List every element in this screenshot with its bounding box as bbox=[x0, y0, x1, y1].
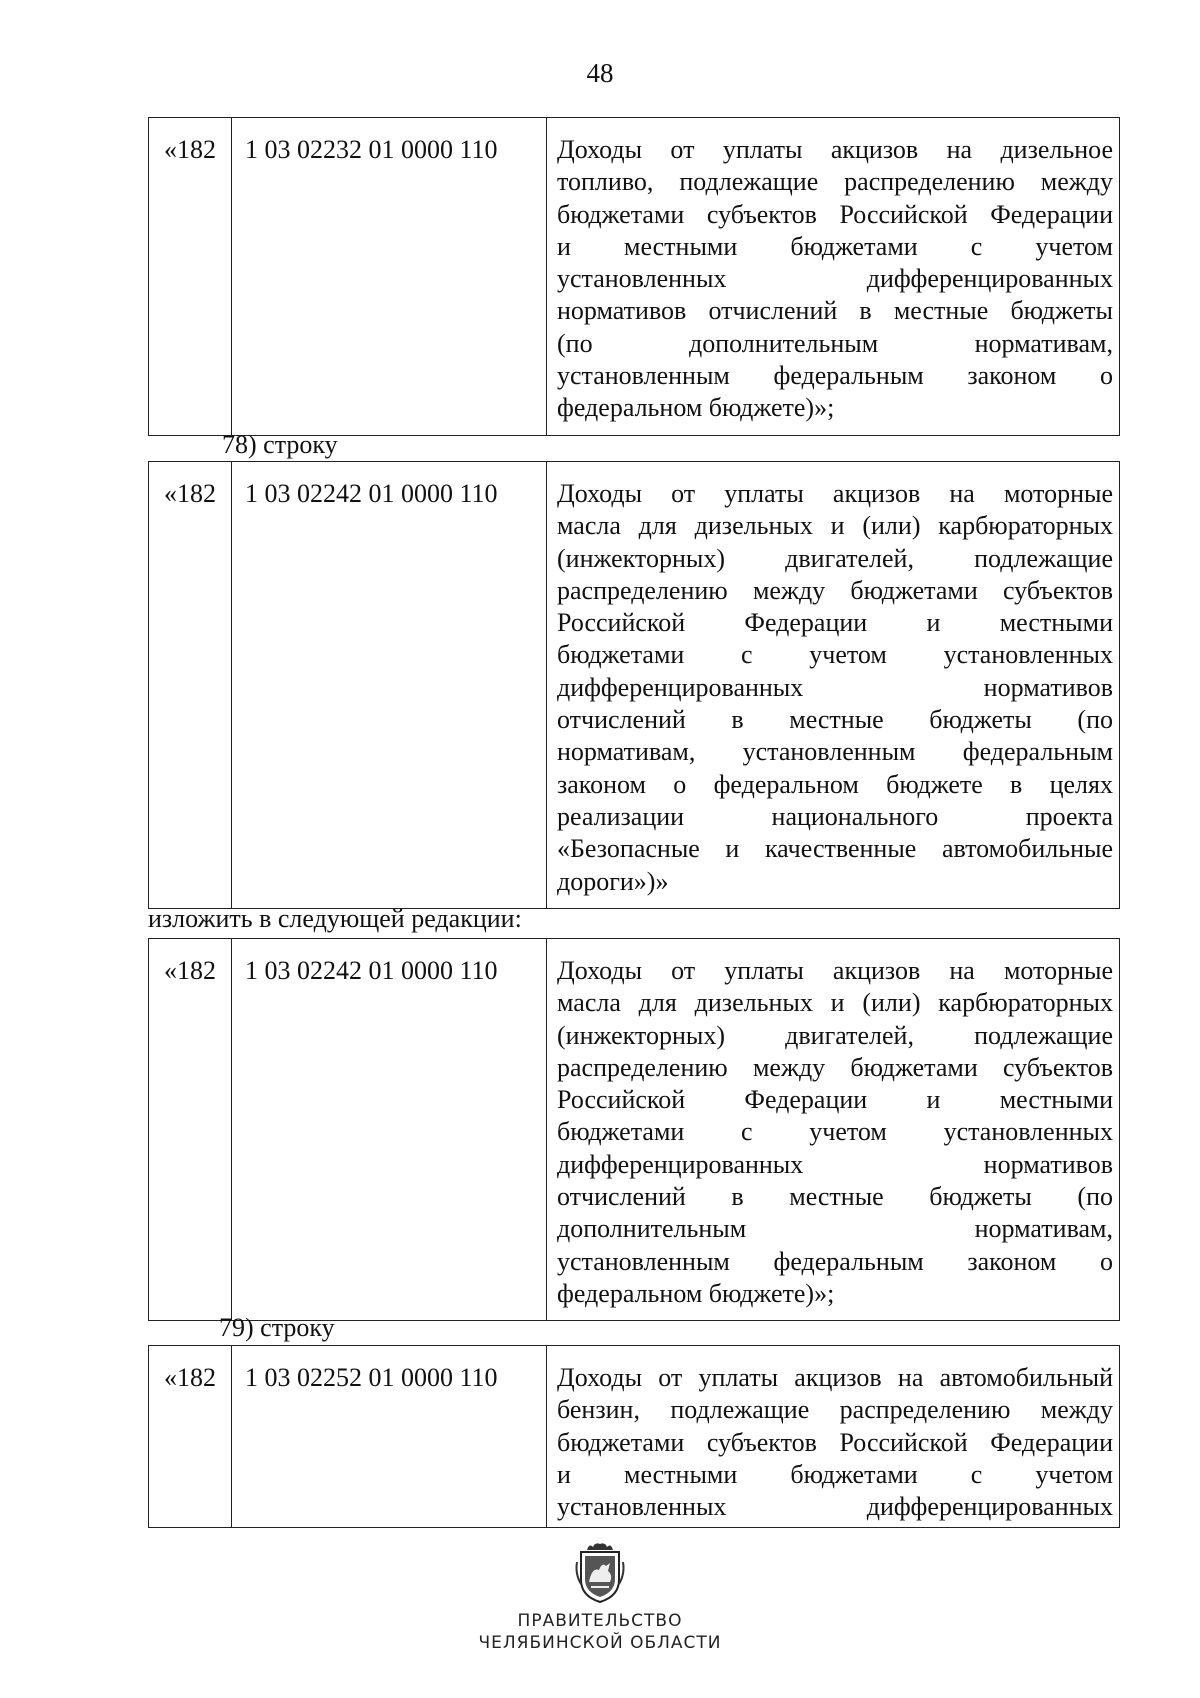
description-line: Доходы от уплаты акцизов на моторные bbox=[557, 479, 1113, 508]
description-line: Российской Федерации и местными bbox=[557, 608, 1113, 638]
kbk-code: 1 03 02252 01 0000 110 bbox=[232, 1346, 547, 1528]
government-emblem-block bbox=[0, 1540, 1200, 1654]
description-line: распределению между бюджетами субъектов bbox=[557, 1052, 1113, 1082]
page-number: 48 bbox=[586, 58, 614, 88]
description-line: бюджетами с учетом установленных bbox=[557, 1117, 1113, 1147]
description-line: дифференцированных нормативов bbox=[557, 672, 1113, 702]
code-table-3 bbox=[148, 938, 1120, 1321]
description-line: установленным федеральным законом о bbox=[557, 361, 1113, 391]
org-name-line-2: ЧЕЛЯБИНСКОЙ ОБЛАСТИ bbox=[478, 1633, 722, 1653]
description-line: бюджетами субъектов Российской Федерации bbox=[557, 199, 1113, 229]
description-line: топливо, подлежащие распределению между bbox=[557, 167, 1113, 197]
kbk-prefix: «182 bbox=[149, 118, 232, 436]
description-line: масла для дизельных и (или) карбюраторных bbox=[557, 511, 1113, 541]
description-line: федеральном бюджете)»; bbox=[557, 393, 835, 423]
kbk-prefix: «182 bbox=[149, 462, 232, 909]
description-line: Доходы от уплаты акцизов на автомобильный bbox=[557, 1363, 1113, 1392]
description-line: (инжекторных) двигателей, подлежащие bbox=[557, 1020, 1113, 1050]
table-row bbox=[149, 939, 1120, 1321]
revenue-description bbox=[547, 118, 1120, 436]
description-line: и местными бюджетами с учетом bbox=[557, 231, 1113, 261]
description-line: Российской Федерации и местными bbox=[557, 1085, 1113, 1115]
kbk-code: 1 03 02242 01 0000 110 bbox=[232, 939, 547, 1321]
description-line: Доходы от уплаты акцизов на дизельное bbox=[557, 135, 1113, 164]
description-line: бюджетами с учетом установленных bbox=[557, 640, 1113, 670]
kbk-prefix: «182 bbox=[149, 1346, 232, 1528]
description-line: бензин, подлежащие распределению между bbox=[557, 1395, 1113, 1425]
description-line: дополнительным нормативам, bbox=[557, 1214, 1113, 1244]
table-row bbox=[149, 1346, 1120, 1528]
description-line: законом о федеральном бюджете в целях bbox=[557, 769, 1113, 799]
description-line: нормативов отчислений в местные бюджеты bbox=[557, 296, 1113, 326]
description-line: «Безопасные и качественные автомобильные bbox=[557, 834, 1113, 864]
description-line: бюджетами субъектов Российской Федерации bbox=[557, 1427, 1113, 1457]
caption-replace: изложить в следующей редакции: bbox=[148, 904, 522, 933]
caption-item-79: 79) строку bbox=[219, 1313, 335, 1342]
caption-item-78: 78) строку bbox=[222, 430, 338, 459]
kbk-prefix: «182 bbox=[149, 939, 232, 1321]
revenue-description bbox=[547, 939, 1120, 1321]
description-line: отчислений в местные бюджеты (по bbox=[557, 705, 1113, 735]
description-line: дороги»)» bbox=[557, 866, 669, 896]
description-line: (по дополнительным нормативам, bbox=[557, 328, 1113, 358]
description-line: реализации национального проекта bbox=[557, 801, 1113, 831]
description-line: установленных дифференцированных bbox=[557, 264, 1113, 294]
description-line: федеральном бюджете)»; bbox=[557, 1278, 835, 1308]
description-line: распределению между бюджетами субъектов bbox=[557, 575, 1113, 605]
coat-of-arms-icon bbox=[573, 1540, 627, 1604]
table-row bbox=[149, 462, 1120, 909]
description-line: отчислений в местные бюджеты (по bbox=[557, 1182, 1113, 1212]
description-line: дифференцированных нормативов bbox=[557, 1149, 1113, 1179]
code-table-4 bbox=[148, 1345, 1120, 1528]
description-line: нормативам, установленным федеральным bbox=[557, 737, 1113, 767]
kbk-code: 1 03 02232 01 0000 110 bbox=[232, 118, 547, 436]
description-line: и местными бюджетами с учетом bbox=[557, 1459, 1113, 1489]
revenue-description bbox=[547, 462, 1120, 909]
description-line: установленным федеральным законом о bbox=[557, 1246, 1113, 1276]
table-row bbox=[149, 118, 1120, 436]
kbk-code: 1 03 02242 01 0000 110 bbox=[232, 462, 547, 909]
description-line: масла для дизельных и (или) карбюраторных bbox=[557, 988, 1113, 1018]
code-table-1 bbox=[148, 117, 1120, 436]
revenue-description bbox=[547, 1346, 1120, 1528]
description-line: (инжекторных) двигателей, подлежащие bbox=[557, 543, 1113, 573]
description-line: установленных дифференцированных bbox=[557, 1492, 1113, 1522]
description-line: Доходы от уплаты акцизов на моторные bbox=[557, 956, 1113, 985]
code-table-2 bbox=[148, 461, 1120, 909]
org-name-line-1: ПРАВИТЕЛЬСТВО bbox=[517, 1611, 683, 1631]
